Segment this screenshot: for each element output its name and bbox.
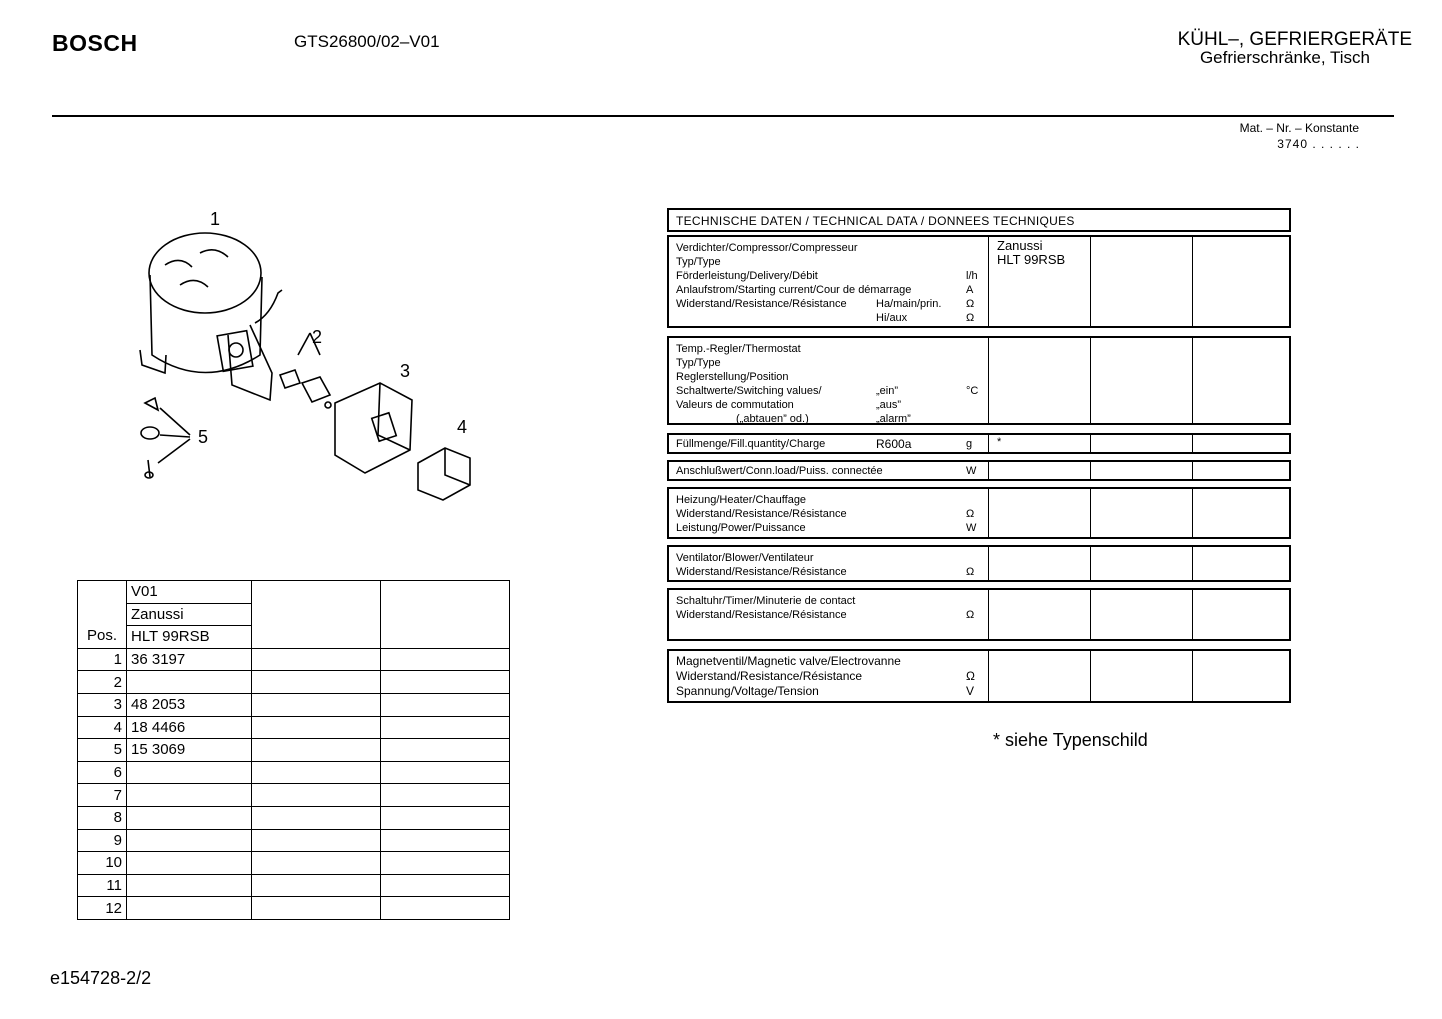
category-subtitle: Gefrierschränke, Tisch [1199, 48, 1370, 67]
table-row [78, 648, 510, 671]
table-row [78, 784, 510, 807]
cell [252, 761, 381, 784]
tech-data-title: TECHNISCHE DATEN / TECHNICAL DATA / DONNEES TECHNIQUES [667, 208, 1291, 232]
cell [252, 806, 381, 829]
cell [252, 693, 381, 716]
cell [381, 716, 510, 739]
callout-2: 2 [312, 327, 323, 347]
table-row [78, 829, 510, 852]
callout-3: 3 [400, 361, 411, 381]
pos-cell: 5 [78, 739, 127, 762]
label: Schaltuhr/Timer/Minuterie de contact [676, 595, 856, 607]
unit: Ω [966, 669, 975, 683]
pos-cell: 11 [78, 874, 127, 897]
sublabel: „aus” [876, 399, 902, 411]
cell [381, 874, 510, 897]
cell [989, 489, 1091, 537]
mat-number-value: 3740 . . . . . . [1277, 137, 1360, 151]
connected-load-section [667, 460, 1291, 481]
cell [989, 651, 1091, 701]
pos-cell: 12 [78, 897, 127, 920]
cell [1193, 651, 1291, 701]
label: Widerstand/Resistance/Résistance [676, 669, 863, 683]
cell [381, 806, 510, 829]
unit: V [966, 684, 975, 698]
cell [381, 829, 510, 852]
cell [1091, 462, 1193, 479]
empty-col-3 [381, 581, 510, 649]
callout-1: 1 [210, 209, 221, 229]
label: Anschlußwert/Conn.load/Puiss. connectée [676, 465, 883, 477]
cell [381, 648, 510, 671]
label-row [676, 669, 981, 684]
cell [252, 852, 381, 875]
cell [1193, 547, 1291, 580]
label: Anlaufstrom/Starting current/Cour de démarrage [676, 284, 912, 296]
unit: °C [966, 385, 979, 397]
label: Typ/Type [676, 256, 721, 268]
compressor-exploded-drawing [120, 205, 500, 505]
compressor-type: HLT 99RSB [997, 252, 1066, 267]
unit: Ω [966, 312, 975, 324]
label: Typ/Type [676, 357, 721, 369]
label: Heizung/Heater/Chauffage [676, 494, 807, 506]
cell [252, 784, 381, 807]
brand-logo: BOSCH [52, 30, 138, 56]
cell [989, 338, 1091, 423]
part-cell [127, 829, 252, 852]
cell [989, 462, 1091, 479]
label-row [676, 311, 981, 325]
callout-5: 5 [198, 427, 209, 447]
part-cell [127, 806, 252, 829]
compressor-brand: Zanussi [997, 238, 1043, 253]
pos-cell: 7 [78, 784, 127, 807]
cell [1091, 590, 1193, 639]
cell [381, 784, 510, 807]
unit: W [966, 465, 977, 477]
cell [1091, 435, 1193, 452]
load-labels [669, 462, 989, 479]
label: Leistung/Power/Puissance [676, 522, 806, 534]
unit: A [966, 284, 974, 296]
cell [381, 693, 510, 716]
label: Förderleistung/Delivery/Débit [676, 270, 818, 282]
label: Widerstand/Resistance/Résistance [676, 566, 847, 578]
table-row [78, 716, 510, 739]
cell [1193, 237, 1291, 326]
sublabel: Hi/aux [876, 312, 908, 324]
cell [381, 852, 510, 875]
category-title: KÜHL–, GEFRIERGERÄTE [1177, 29, 1412, 50]
cell [1193, 489, 1291, 537]
pos-cell: 9 [78, 829, 127, 852]
pos-cell: 2 [78, 671, 127, 694]
label-row [676, 608, 981, 622]
label: („abtauen” od.) [736, 413, 809, 425]
valve-labels [669, 651, 989, 701]
unit: Ω [966, 609, 975, 621]
part-cell [127, 852, 252, 875]
label-row [676, 521, 981, 535]
unit: l/h [966, 270, 978, 282]
heater-labels [669, 489, 989, 537]
blower-section [667, 545, 1291, 582]
table-row [78, 671, 510, 694]
fill-quantity-section [667, 433, 1291, 454]
table-row [78, 874, 510, 897]
thermostat-section [667, 336, 1291, 425]
cell [252, 716, 381, 739]
cell [1193, 462, 1291, 479]
label: Widerstand/Resistance/Résistance [676, 298, 847, 310]
part-cell [127, 784, 252, 807]
label-row [676, 437, 981, 451]
cell [1091, 651, 1193, 701]
cell [252, 648, 381, 671]
parts-table [77, 580, 510, 920]
fill-labels [669, 435, 989, 452]
label-row [676, 507, 981, 521]
part-cell [127, 874, 252, 897]
cell [252, 897, 381, 920]
timer-section [667, 588, 1291, 641]
label: Reglerstellung/Position [676, 371, 789, 383]
part-cell: 48 2053 [127, 693, 252, 716]
label: Füllmenge/Fill.quantity/Charge [676, 438, 826, 450]
blower-labels [669, 547, 989, 580]
label: Magnetventil/Magnetic valve/Electrovanne [676, 654, 901, 668]
model-number: GTS26800/02–V01 [294, 32, 440, 51]
label-row [676, 283, 981, 297]
cell [1193, 590, 1291, 639]
compressor-value [989, 237, 1091, 326]
pos-cell: 4 [78, 716, 127, 739]
heater-section [667, 487, 1291, 539]
pos-cell: 1 [78, 648, 127, 671]
callout-4: 4 [457, 417, 468, 437]
unit: Ω [966, 508, 975, 520]
cell [252, 671, 381, 694]
part-cell: 18 4466 [127, 716, 252, 739]
pos-cell: 8 [78, 806, 127, 829]
header-version: V01 [127, 581, 252, 604]
label: Valeurs de commutation [676, 399, 794, 411]
part-cell: 15 3069 [127, 739, 252, 762]
part-cell [127, 761, 252, 784]
document-id: e154728-2/2 [50, 968, 152, 988]
cell [1091, 489, 1193, 537]
pos-cell: 10 [78, 852, 127, 875]
valve-section [667, 649, 1291, 703]
unit: Ω [966, 298, 975, 310]
label: Schaltwerte/Switching values/ [676, 385, 822, 397]
label-row [676, 565, 981, 579]
label: Widerstand/Resistance/Résistance [676, 508, 847, 520]
label-row [676, 412, 981, 426]
cell [381, 671, 510, 694]
unit: Ω [966, 566, 975, 578]
label: Temp.-Regler/Thermostat [676, 343, 801, 355]
unit: W [966, 522, 977, 534]
compressor-section [667, 235, 1291, 328]
mat-number-label: Mat. – Nr. – Konstante [1239, 121, 1359, 135]
cell [1193, 435, 1291, 452]
cell [381, 739, 510, 762]
label-row [676, 398, 981, 412]
refrigerant: R600a [876, 437, 912, 451]
header-divider [52, 115, 1394, 117]
cell [1193, 338, 1291, 423]
type-plate-note: * siehe Typenschild [993, 730, 1148, 750]
label: Verdichter/Compressor/Compresseur [676, 242, 858, 254]
part-cell: 36 3197 [127, 648, 252, 671]
part-cell [127, 671, 252, 694]
compressor-labels [669, 237, 989, 326]
cell [252, 739, 381, 762]
label-row [676, 684, 981, 699]
table-row [78, 852, 510, 875]
cell [1091, 237, 1193, 326]
table-row [78, 806, 510, 829]
sublabel: „ein” [876, 385, 899, 397]
table-row [78, 693, 510, 716]
empty-col-2 [252, 581, 381, 649]
unit: g [966, 438, 973, 450]
cell [381, 897, 510, 920]
label-row [676, 269, 981, 283]
cell [1091, 547, 1193, 580]
table-row [78, 739, 510, 762]
label: Spannung/Voltage/Tension [676, 684, 819, 698]
table-row [78, 761, 510, 784]
cell [381, 761, 510, 784]
thermostat-labels [669, 338, 989, 423]
cell [252, 874, 381, 897]
label-row [676, 464, 981, 478]
label: Ventilator/Blower/Ventilateur [676, 552, 814, 564]
part-cell [127, 897, 252, 920]
pos-header: Pos. [78, 581, 127, 649]
sublabel: Ha/main/prin. [876, 298, 942, 310]
cell [989, 547, 1091, 580]
cell [1091, 338, 1193, 423]
cell [989, 590, 1091, 639]
label-row [676, 384, 981, 398]
header-manufacturer: Zanussi [127, 603, 252, 626]
fill-value: * [989, 435, 1091, 452]
pos-cell: 3 [78, 693, 127, 716]
timer-labels [669, 590, 989, 639]
header-type: HLT 99RSB [127, 626, 252, 649]
label-row [676, 297, 981, 311]
sublabel: „alarm” [876, 413, 911, 425]
cell [252, 829, 381, 852]
pos-cell: 6 [78, 761, 127, 784]
table-row [78, 897, 510, 920]
label: Widerstand/Resistance/Résistance [676, 609, 847, 621]
